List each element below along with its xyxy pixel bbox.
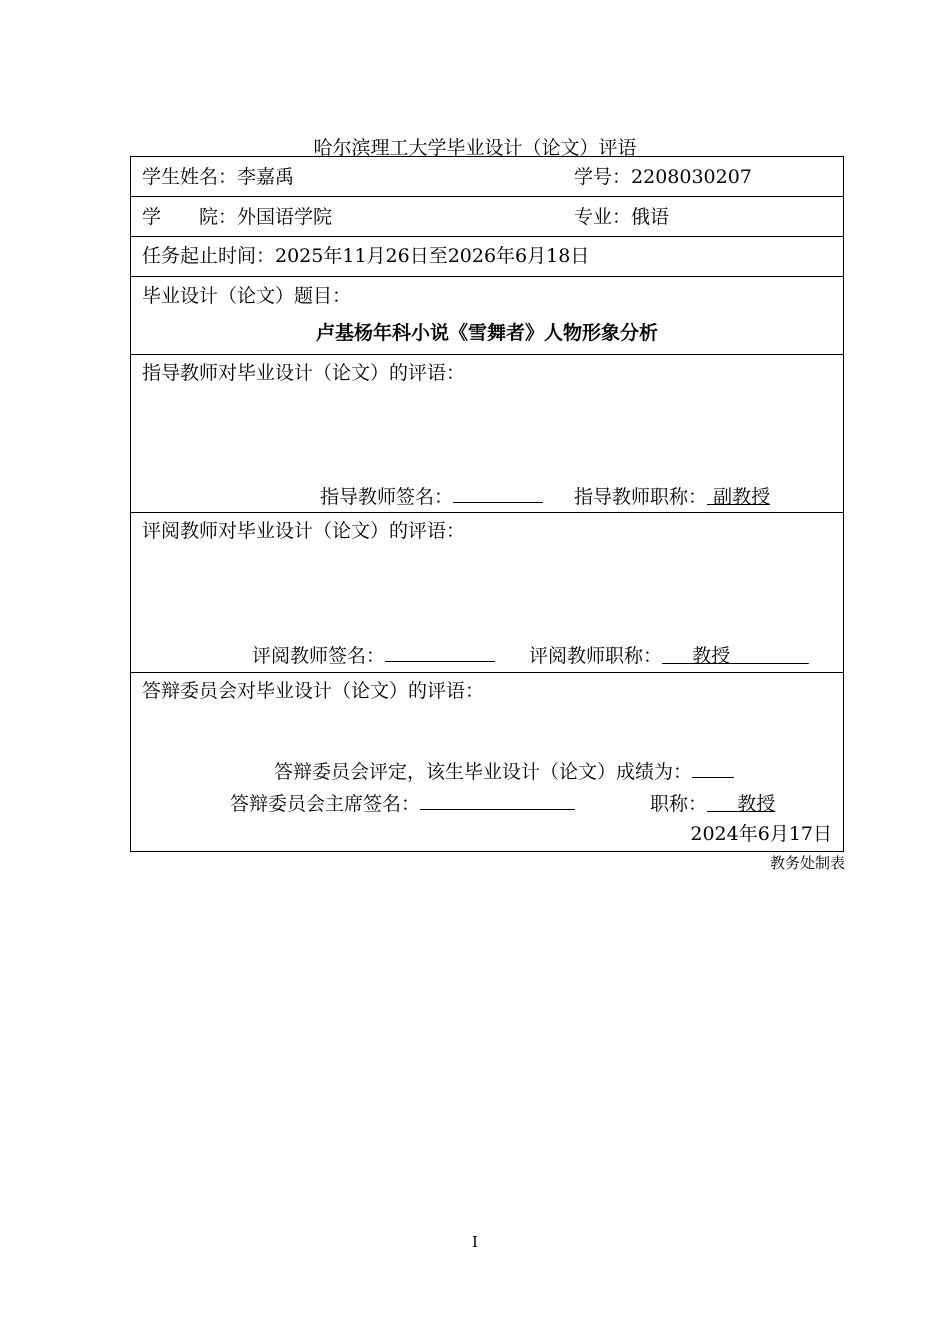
committee-rank-line [650,789,775,816]
committee-grade-label: 答辩委员会评定，该生毕业设计（论文）成绩为： [274,761,693,783]
advisor-rank-label: 指导教师职称： [574,486,708,508]
advisor-signature-label: 指导教师签名： [320,486,454,508]
committee-date: 2024年6月17日 [690,823,832,845]
committee-chair-signature-line [230,789,575,816]
major-label: 专业： [574,206,632,228]
reviewer-rank-value: 教授 [692,645,731,667]
student-name-value: 李嘉禹 [237,166,295,188]
reviewer-signature-label: 评阅教师签名： [252,645,386,667]
major-value: 俄语 [631,206,670,228]
student-name-field [142,162,294,189]
advisor-signature-blank[interactable] [453,482,543,503]
committee-rank-label: 职称： [650,793,708,815]
advisor-rank-value: 副教授 [713,486,771,508]
college-field [142,202,332,229]
committee-rank-value: 教授 [737,793,776,815]
reviewer-rank-label: 评阅教师职称： [529,645,663,667]
evaluation-form [130,156,844,852]
advisor-row [131,355,843,513]
student-row [131,157,843,197]
committee-row [131,673,843,851]
college-label: 学 院： [142,206,238,228]
task-period: 任务起止时间：2025年11月26日至2026年6月18日 [142,245,590,267]
reviewer-row [131,513,843,673]
college-row [131,197,843,237]
reviewer-rank-line [529,641,809,668]
committee-grade-line [274,757,734,784]
advisor-rank-line [574,482,770,509]
period-row [131,237,843,277]
reviewer-signature-blank[interactable] [385,641,495,662]
major-field [574,202,669,229]
advisor-signature-line [320,482,543,509]
student-id-field [574,162,752,189]
student-id-value: 2208030207 [631,166,752,188]
committee-comment-label: 答辩委员会对毕业设计（论文）的评语： [142,680,485,702]
page-number: I [472,1233,478,1251]
committee-grade-blank[interactable] [692,757,734,778]
page-title: 哈尔滨理工大学毕业设计（论文）评语 [313,137,637,159]
reviewer-signature-line [252,641,495,668]
college-value: 外国语学院 [237,206,333,228]
committee-chair-signature-blank[interactable] [420,789,575,810]
student-id-label: 学号： [574,166,632,188]
thesis-title-label: 毕业设计（论文）题目： [142,285,352,307]
advisor-comment-label: 指导教师对毕业设计（论文）的评语： [142,362,466,384]
student-name-label: 学生姓名： [142,166,238,188]
committee-chair-signature-label: 答辩委员会主席签名： [230,793,421,815]
issuer-note: 教务处制表 [769,854,845,872]
thesis-row [131,277,843,355]
thesis-title: 卢基杨年科小说《雪舞者》人物形象分析 [315,322,658,344]
reviewer-comment-label: 评阅教师对毕业设计（论文）的评语： [142,520,466,542]
